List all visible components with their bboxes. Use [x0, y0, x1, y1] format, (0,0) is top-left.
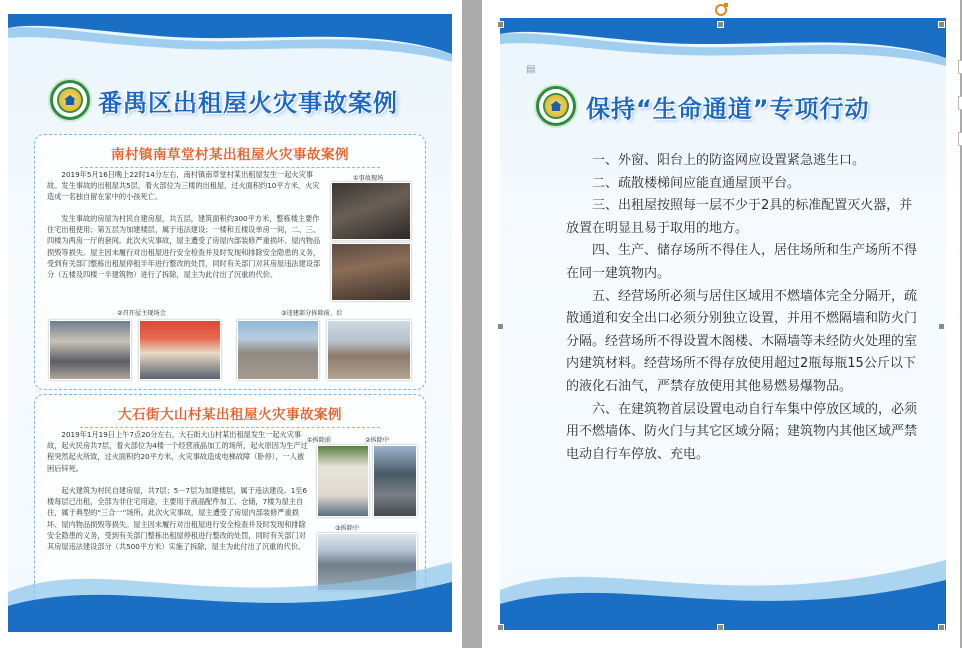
resize-handle-bottom-right[interactable] [938, 624, 945, 631]
case-2-title: 大石街大山村某出租屋火灾事故案例 [35, 403, 425, 429]
photo-before-demolition-2 [317, 445, 369, 517]
resize-handle-top-right[interactable] [938, 21, 945, 28]
photo-accident-scene-1 [331, 182, 411, 240]
resize-handle-top-left[interactable] [497, 21, 504, 28]
photo-owner-meeting-1 [49, 320, 131, 380]
caption-during-demolition-2: ③拆除中 [335, 525, 360, 532]
rule-item: 五、经营场所必须与居住区域用不燃墙体完全分隔开，疏散通道和安全出口必须分别独立设置，并用不燃隔墙和防火门分隔。经营场所不得设置木阁楼、木隔墙等未经防火处理的室内建筑材料。经营场所不得存放使用超过2瓶每瓶15公斤以下的液化石油气，严禁存放使用其他易燃易爆物品。 [566, 288, 918, 394]
top-wave-decoration [8, 14, 452, 84]
caption-owner-meeting: ②召开屋主现场会 [117, 310, 166, 317]
bottom-wave-decoration-2 [500, 520, 946, 630]
rule-item: 一、外窗、阳台上的防盗网应设置紧急逃生口。 [592, 153, 866, 168]
document-page-1 [0, 0, 462, 648]
emblem-icon-2 [536, 86, 576, 126]
photo-during-demolition-1 [373, 445, 417, 517]
rotate-handle-icon[interactable] [715, 4, 727, 16]
resize-handle-top[interactable] [717, 21, 724, 28]
caption-before-demolition: ①拆除前 [307, 437, 332, 444]
rule-item: 三、出租屋按照每一层不少于2具的标准配置灭火器，并放置在明显且易于取用的地方。 [566, 198, 913, 236]
bottom-wave-decoration [8, 522, 452, 632]
side-tool-button-2[interactable] [958, 96, 962, 110]
page-1-header [50, 80, 398, 120]
rule-item: 二、疏散楼梯间应能直通屋顶平台。 [592, 175, 801, 191]
resize-handle-left[interactable] [497, 323, 504, 330]
rule-item: 六、在建筑物首层设置电动自行车集中停放区域的，必须用不燃墙体、防火门与其它区域分隔；建筑物内其他区域严禁电动自行车停放、充电。 [566, 401, 918, 462]
life-passage-poster [500, 18, 946, 630]
case-1-paragraph-2: 发生事故的房屋为村民自建房屋，共五层，建筑面积约300平方米，整栋楼主要作住宅出租使用；第五层为加建楼层，属于违法建设；一楼和五楼设单房一间，二、三、四楼为两房一厅的套间。此次火灾事故，屋主遭受了房屋内部装修严重损坏、屋内物品损毁等损失。屋主因未履行对出租屋进行安全检查并及时发现和排除安全隐患的义务，受到有关部门整栋出租屋停租半年进行整改的处罚，同时有关部门对其房屋违法建设部分（五楼及四楼一半建筑物）进行了拆除，屋主为此付出了沉重的代价。 [47, 214, 321, 280]
case-2-paragraph-2: 起火建筑为村民自建房屋，共7层；5－7层为加建楼层，属于违法建设。1至6楼每层已出租，全部为非住宅用途，主要用于液晶配件加工、仓储，7楼为屋主自住，属于典型的“三合一”场所。此次火灾事故，屋主遭受了房屋内部装修严重损坏、屋内物品损毁等损失。屋主因未履行对出租屋进行安全检查并及时发现和排除安全隐患的义务，受到有关部门整栋出租屋停租进行整改的处罚，同时有关部门对其房屋违法建设部分（共500平方米）实施了拆除，屋主为此付出了沉重的代价。 [47, 486, 308, 552]
caption-accident-scene: ①事故现场 [353, 175, 384, 182]
page-2-title: 保持“生命通道”专项行动 [586, 94, 870, 123]
photo-owner-meeting-2 [139, 320, 221, 380]
case-1-title: 南村镇南草堂村某出租屋火灾事故案例 [35, 143, 425, 169]
fire-case-poster [8, 14, 452, 632]
rule-item: 四、生产、储存场所不得住人，居住场所和生产场所不得在同一建筑物内。 [566, 243, 918, 281]
photo-before-demolition [237, 320, 319, 380]
resize-handle-right[interactable] [938, 323, 945, 330]
page-1-title: 番禺区出租屋火灾事故案例 [98, 88, 398, 117]
document-page-2 [482, 0, 960, 648]
case-1-paragraph-1: 2019年5月16日晚上22时14分左右，南村镇南草堂村某出租屋发生一起火灾事故。发生事故的出租屋共5层，着火部位为三楼的出租屋，过火面积约10平方米，火灾造成一名独自留在家中的小孩死亡。 [47, 170, 320, 202]
top-wave-decoration-2 [500, 18, 946, 88]
case-2-paragraph-1: 2019年1月19日上午7点20分左右，大石街大山村某出租屋发生一起火灾事故，起火民房共7层，着火部位为4楼一个经营液晶加工的场所，起火原因为生产过程突然起火所致，过火面积约20平方米，火灾事故造成电梯故障（卧停），一人被困后锌死。 [47, 430, 308, 473]
rules-list [566, 150, 918, 466]
caption-demolition: ③违建部分拆除前、后 [281, 310, 343, 317]
document-icon: ▤ [526, 64, 536, 75]
resize-handle-bottom[interactable] [717, 624, 724, 631]
resize-handle-bottom-left[interactable] [497, 624, 504, 631]
page-2-header [536, 86, 870, 126]
case-card-1 [34, 134, 426, 390]
photo-accident-scene-2 [331, 243, 411, 301]
layout-options-button[interactable] [958, 60, 962, 74]
emblem-icon [50, 80, 90, 120]
caption-during-demolition-1: ②拆除中 [365, 437, 390, 444]
photo-after-demolition [327, 320, 411, 380]
side-tool-button-3[interactable] [958, 132, 962, 146]
